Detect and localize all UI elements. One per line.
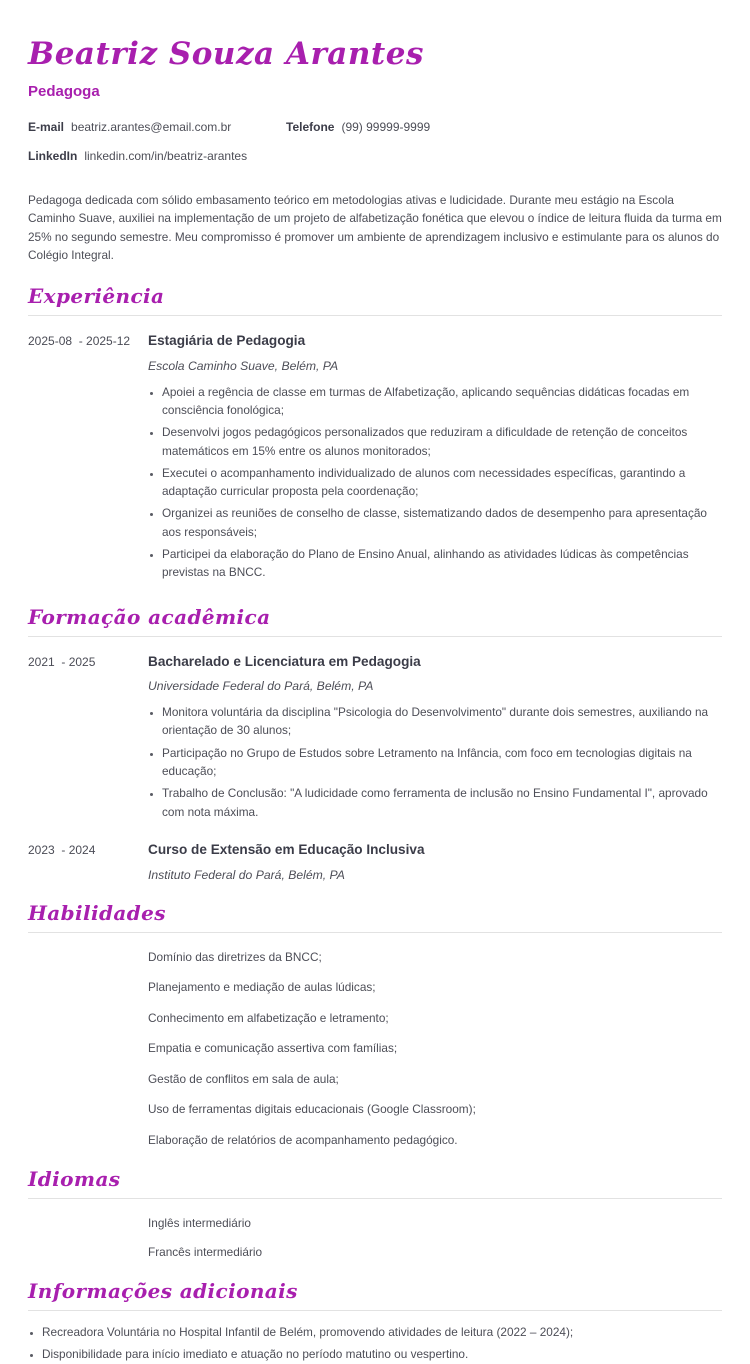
skill-item: Uso de ferramentas digitais educacionais (Google Classroom); (148, 1102, 476, 1117)
education-date: 2023 - 2024 (28, 842, 96, 857)
skill-item: Planejamento e mediação de aulas lúdicas; (148, 980, 376, 995)
phone-label: Telefone (286, 119, 335, 134)
contact-phone (286, 120, 722, 134)
person-role: Pedagoga (28, 82, 100, 100)
job-bullet-list (148, 383, 722, 582)
language-item: Inglês intermediário (148, 1216, 251, 1231)
additional-info-item: • Recreadora Voluntária no Hospital Infantil de Belém, promovendo atividades de leitura (2022 – 2024); (42, 1323, 722, 1342)
job-bullet: • Executei o acompanhamento individualizado de alunos com necessidades específicas, garantindo a adaptação curricular proposta pela coordenação; (162, 464, 722, 501)
degree-bullet: • Participação no Grupo de Estudos sobre Letramento na Infância, com foco em tecnologias digitais na educação; (162, 744, 722, 781)
education-body (148, 841, 722, 882)
contact-email (28, 120, 286, 134)
degree-bullet: • Trabalho de Conclusão: "A ludicidade como ferramenta de inclusão no Ensino Fundamental I", aprovado com nota máxima. (162, 784, 722, 821)
degree-institution: Instituto Federal do Pará, Belém, PA (148, 867, 345, 882)
section-title-education: Formação acadêmica (28, 604, 271, 629)
phone-value: (99) 99999-9999 (341, 119, 431, 134)
skill-item: Gestão de conflitos em sala de aula; (148, 1071, 339, 1086)
education-date: 2021 - 2025 (28, 654, 96, 669)
education-entry (28, 653, 722, 825)
degree-bullet-list (148, 703, 722, 821)
section-title-additional-info: Informações adicionais (28, 1279, 298, 1304)
job-bullet: • Apoiei a regência de classe em turmas de Alfabetização, aplicando sequências didáticas focadas em consciência fonológica; (162, 383, 722, 420)
education-entry (28, 841, 722, 882)
resume-header (28, 38, 722, 163)
person-name: Beatriz Souza Arantes (28, 36, 424, 72)
skills-list (148, 949, 722, 1149)
section-skills (28, 902, 722, 1149)
section-languages (28, 1168, 722, 1260)
additional-info-list (28, 1323, 722, 1364)
experience-body (148, 332, 722, 585)
contact-info (28, 120, 722, 163)
section-title-languages: Idiomas (28, 1167, 121, 1192)
section-experience (28, 285, 722, 585)
degree-title: Curso de Extensão em Educação Inclusiva (148, 841, 425, 857)
job-bullet: • Desenvolvi jogos pedagógicos personalizados que reduziram a dificuldade de retenção de conceitos matemáticos em 15% entre os alunos monitorados; (162, 423, 722, 460)
email-label: E-mail (28, 119, 65, 134)
language-item: Francês intermediário (148, 1244, 263, 1259)
divider (28, 315, 722, 316)
linkedin-value: linkedin.com/in/beatriz-arantes (84, 148, 248, 163)
contact-linkedin (28, 149, 722, 163)
section-title-skills: Habilidades (28, 900, 166, 925)
additional-info-item: • Disponibilidade para início imediato e atuação no período matutino ou vespertino. (42, 1345, 722, 1364)
job-organization: Escola Caminho Suave, Belém, PA (148, 358, 339, 373)
skill-item: Elaboração de relatórios de acompanhamento pedagógico. (148, 1132, 458, 1147)
skill-item: Domínio das diretrizes da BNCC; (148, 949, 322, 964)
email-value: beatriz.arantes@email.com.br (71, 119, 232, 134)
job-bullet: • Participei da elaboração do Plano de Ensino Anual, alinhando as atividades lúdicas às competências previstas na BNCC. (162, 545, 722, 582)
section-title-experience: Experiência (28, 284, 165, 309)
divider (28, 932, 722, 933)
divider (28, 1198, 722, 1199)
experience-date: 2025-08 - 2025-12 (28, 334, 131, 349)
experience-entry (28, 332, 722, 585)
divider (28, 636, 722, 637)
degree-institution: Universidade Federal do Pará, Belém, PA (148, 679, 374, 694)
section-education (28, 606, 722, 882)
summary-paragraph: Pedagoga dedicada com sólido embasamento teórico em metodologias ativas e ludicidade. Durante meu estágio na Escola Caminho Suave, auxiliei na implementação de um projeto de alfabetização fonética que elevou o índice de leitura fluida da turma em 25% no segundo semestre. Meu compromisso é promover um ambiente de aprendizagem inclusivo e estimulante para os alunos do Colégio Integral. (28, 192, 722, 263)
degree-title: Bacharelado e Licenciatura em Pedagogia (148, 653, 421, 669)
education-body (148, 653, 722, 825)
section-additional-info (28, 1280, 722, 1364)
skill-item: Empatia e comunicação assertiva com famílias; (148, 1041, 398, 1056)
skill-item: Conhecimento em alfabetização e letramento; (148, 1010, 389, 1025)
divider (28, 1310, 722, 1311)
degree-bullet: • Monitora voluntária da disciplina "Psicologia do Desenvolvimento" durante dois semestres, auxiliando na orientação de 30 alunos; (162, 703, 722, 740)
job-bullet: • Organizei as reuniões de conselho de classe, sistematizando dados de desempenho para apresentação aos responsáveis; (162, 504, 722, 541)
job-title: Estagiária de Pedagogia (148, 333, 306, 349)
linkedin-label: LinkedIn (28, 148, 78, 163)
languages-list (148, 1215, 722, 1260)
